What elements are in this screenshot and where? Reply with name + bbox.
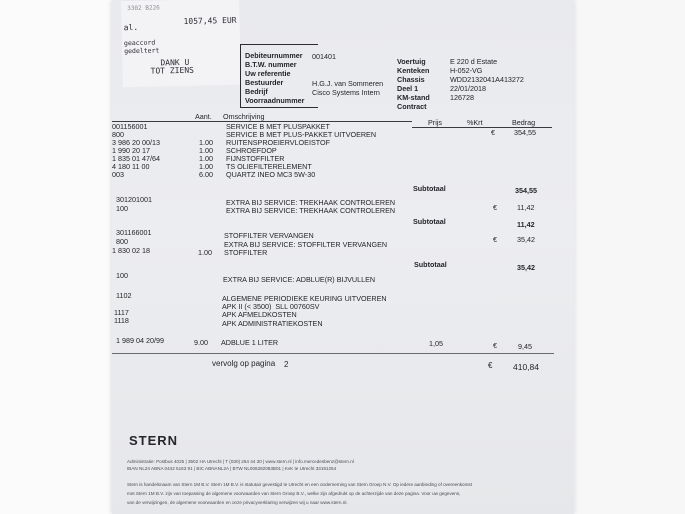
line-item-currency: € <box>493 341 497 350</box>
column-header-krt: %Krt <box>467 118 483 127</box>
stern-logo: STERN <box>129 433 179 448</box>
vehicle-label: Contract <box>397 102 427 111</box>
line-item-amount: 9,45 <box>518 342 532 351</box>
line-item-qty: 1.00 <box>199 138 213 147</box>
subtotal-label: Subtotaal <box>414 260 447 269</box>
line-item-desc: QUARTZ INEO MC3 5W-30 <box>226 170 316 179</box>
line-item-currency: € <box>493 203 497 212</box>
footer-bank: IBAN NL24 ABNA 0442 5163 91 | BIC ABNANL2A | BTW NL006282083B01 | KvK te Utrecht 33191254 <box>127 466 337 471</box>
header-value: H.G.J. van Sommeren <box>312 79 384 88</box>
header-value: Cisco Systems Intern <box>312 88 380 97</box>
line-item-desc: APK ADMINISTRATIEKOSTEN <box>222 319 323 328</box>
line-item-desc: APK II (< 3500) SLL 00760SV <box>222 302 320 311</box>
line-item-desc: SERVICE B MET PLUSPAKKET <box>226 122 330 131</box>
line-item-desc: FIJNSTOFFILTER <box>226 154 285 163</box>
receipt-amount-label: al. <box>123 22 139 33</box>
line-item-currency: € <box>493 235 497 244</box>
receipt-scrap: gedeltert <box>124 46 160 56</box>
vehicle-label: Chassis <box>397 75 425 84</box>
table-bottom-rule <box>112 353 554 354</box>
subtotal-amount: 354,55 <box>515 186 537 195</box>
line-item-desc: ADBLUE 1 LITER <box>221 338 279 347</box>
line-item-code: 4 180 11 00 <box>112 162 150 171</box>
line-item-code: 001156001 <box>112 122 148 131</box>
header-label: B.T.W. nummer <box>245 60 297 69</box>
vehicle-label: Kenteken <box>397 66 430 75</box>
line-item-desc: APK AFMELDKOSTEN <box>222 310 297 319</box>
column-header-aant: Aant. <box>195 112 212 121</box>
vehicle-value: WDD2132041A413272 <box>450 75 524 84</box>
receipt-line: TOT ZIENS <box>150 65 195 76</box>
header-label: Voorraadnummer <box>245 96 305 105</box>
line-item-code: 1102 <box>116 291 132 300</box>
line-item-desc: STOFFILTER <box>224 248 268 257</box>
line-item-desc: EXTRA BIJ SERVICE: TREKHAAK CONTROLEREN <box>226 198 396 207</box>
line-item-qty: 1.00 <box>199 146 213 155</box>
continued-page: 2 <box>284 360 289 369</box>
subtotal-amount: 11,42 <box>517 220 535 229</box>
line-item-code: 301166001 <box>116 228 152 237</box>
footer-legal: Stern is handelsnaam van Stern 1M B.V. Stern 1M B.V. is statutair gevestigd te Utrecht en een onderneming van Stern Groep N.V. Op iedere aanbieding of overeenkomst <box>127 482 472 487</box>
line-item-currency: € <box>491 128 495 137</box>
vehicle-value: E 220 d Estate <box>450 57 498 66</box>
line-item-desc: EXTRA BIJ SERVICE: ADBLUE(R) BIJVULLEN <box>223 275 376 284</box>
line-item-qty: 9.00 <box>194 338 208 347</box>
line-item-code: 1 830 02 18 <box>112 246 150 255</box>
header-label: Debiteurnummer <box>245 51 303 60</box>
column-header-prijs: Prijs <box>428 118 442 127</box>
column-header-omschrijving: Omschrijving <box>223 112 265 121</box>
vehicle-label: KM-stand <box>397 93 430 102</box>
receipt-amount: 1057,45 EUR <box>183 15 237 26</box>
footer-address: Administratie: Postbus 4025 | 3502 HA Utrecht | T (030) 264 44 30 | www.stern.nl | info.mercedesbenz@stern.nl <box>127 459 354 464</box>
vehicle-value: 126728 <box>450 93 474 102</box>
line-item-desc: STOFFILTER VERVANGEN <box>224 231 314 240</box>
header-value: 001401 <box>312 52 336 61</box>
line-item-code: 1 989 04 20/99 <box>116 336 164 345</box>
footer-legal: met Stern 1M B.V. zijn van toepassing de algemene voorwaarden van Stern Groep B.V., welke zijn afgedrukt op de achterzijde van deze pagina. Voor uw gegevens, <box>127 491 461 496</box>
line-item-qty: 6.00 <box>199 170 213 179</box>
line-item-desc: EXTRA BIJ SERVICE: STOFFILTER VERVANGEN <box>224 240 388 249</box>
line-item-code: 1117 <box>114 308 129 317</box>
total-currency: € <box>488 361 493 370</box>
background-left <box>0 0 112 514</box>
invoice-document <box>112 0 574 514</box>
receipt-scrap: 3302 B226 <box>127 4 160 13</box>
line-item-amount: 354,55 <box>514 128 536 137</box>
header-label: Bestuurder <box>245 78 284 87</box>
header-label: Uw referentie <box>245 69 291 78</box>
line-item-code: 100 <box>116 204 128 213</box>
line-item-desc: RUITENSPROEIERVLOEISTOF <box>226 138 330 147</box>
line-item-code: 100 <box>116 271 128 280</box>
continued-label: vervolg op pagina <box>212 359 276 368</box>
line-item-qty: 1.00 <box>198 248 212 257</box>
subtotal-label: Subtotaal <box>413 184 446 193</box>
line-item-desc: SCHROEFDOP <box>226 146 277 155</box>
line-item-code: 3 986 20 00/13 <box>112 138 160 147</box>
line-item-code: 800 <box>112 130 124 139</box>
attached-receipt <box>121 0 241 87</box>
line-item-code: 003 <box>112 170 124 179</box>
line-item-code: 1 835 01 47/64 <box>112 154 160 163</box>
line-item-desc: TS OLIEFILTERELEMENT <box>226 162 312 171</box>
line-item-code: 1118 <box>114 316 129 325</box>
vehicle-label: Deel 1 <box>397 84 419 93</box>
receipt-line: DANK U <box>160 57 190 68</box>
vehicle-label: Voertuig <box>397 57 426 66</box>
receipt-scrap: geaccord <box>123 38 156 48</box>
line-item-code: 1 990 20 17 <box>112 146 150 155</box>
line-item-qty: 1.00 <box>199 162 213 171</box>
total-amount: 410,84 <box>513 362 539 372</box>
column-header-bedrag: Bedrag <box>512 118 536 127</box>
line-item-code: 800 <box>116 237 128 246</box>
line-item-amount: 11,42 <box>517 203 535 212</box>
subtotal-amount: 35,42 <box>517 263 535 272</box>
line-item-desc: SERVICE B MET PLUS-PAKKET UITVOEREN <box>226 130 377 139</box>
vehicle-value: H-052-VG <box>450 66 483 75</box>
subtotal-label: Subtotaal <box>413 217 446 226</box>
line-item-desc: ALGEMENE PERIODIEKE KEURING UITVOEREN <box>222 294 387 303</box>
vehicle-value: 22/01/2018 <box>450 84 486 93</box>
line-item-code: 301201001 <box>116 195 152 204</box>
footer-legal: van de verwijzingen, de algemene voorwaarden en onze privacyverklaring verwijzen wij u naar www.stern.nl. <box>127 500 348 505</box>
line-item-desc: EXTRA BIJ SERVICE: TREKHAAK CONTROLEREN <box>226 206 396 215</box>
header-label: Bedrijf <box>245 87 268 96</box>
line-item-amount: 35,42 <box>517 235 535 244</box>
line-item-price: 1,05 <box>429 339 443 348</box>
background-right <box>574 0 685 514</box>
line-item-qty: 1.00 <box>199 154 213 163</box>
